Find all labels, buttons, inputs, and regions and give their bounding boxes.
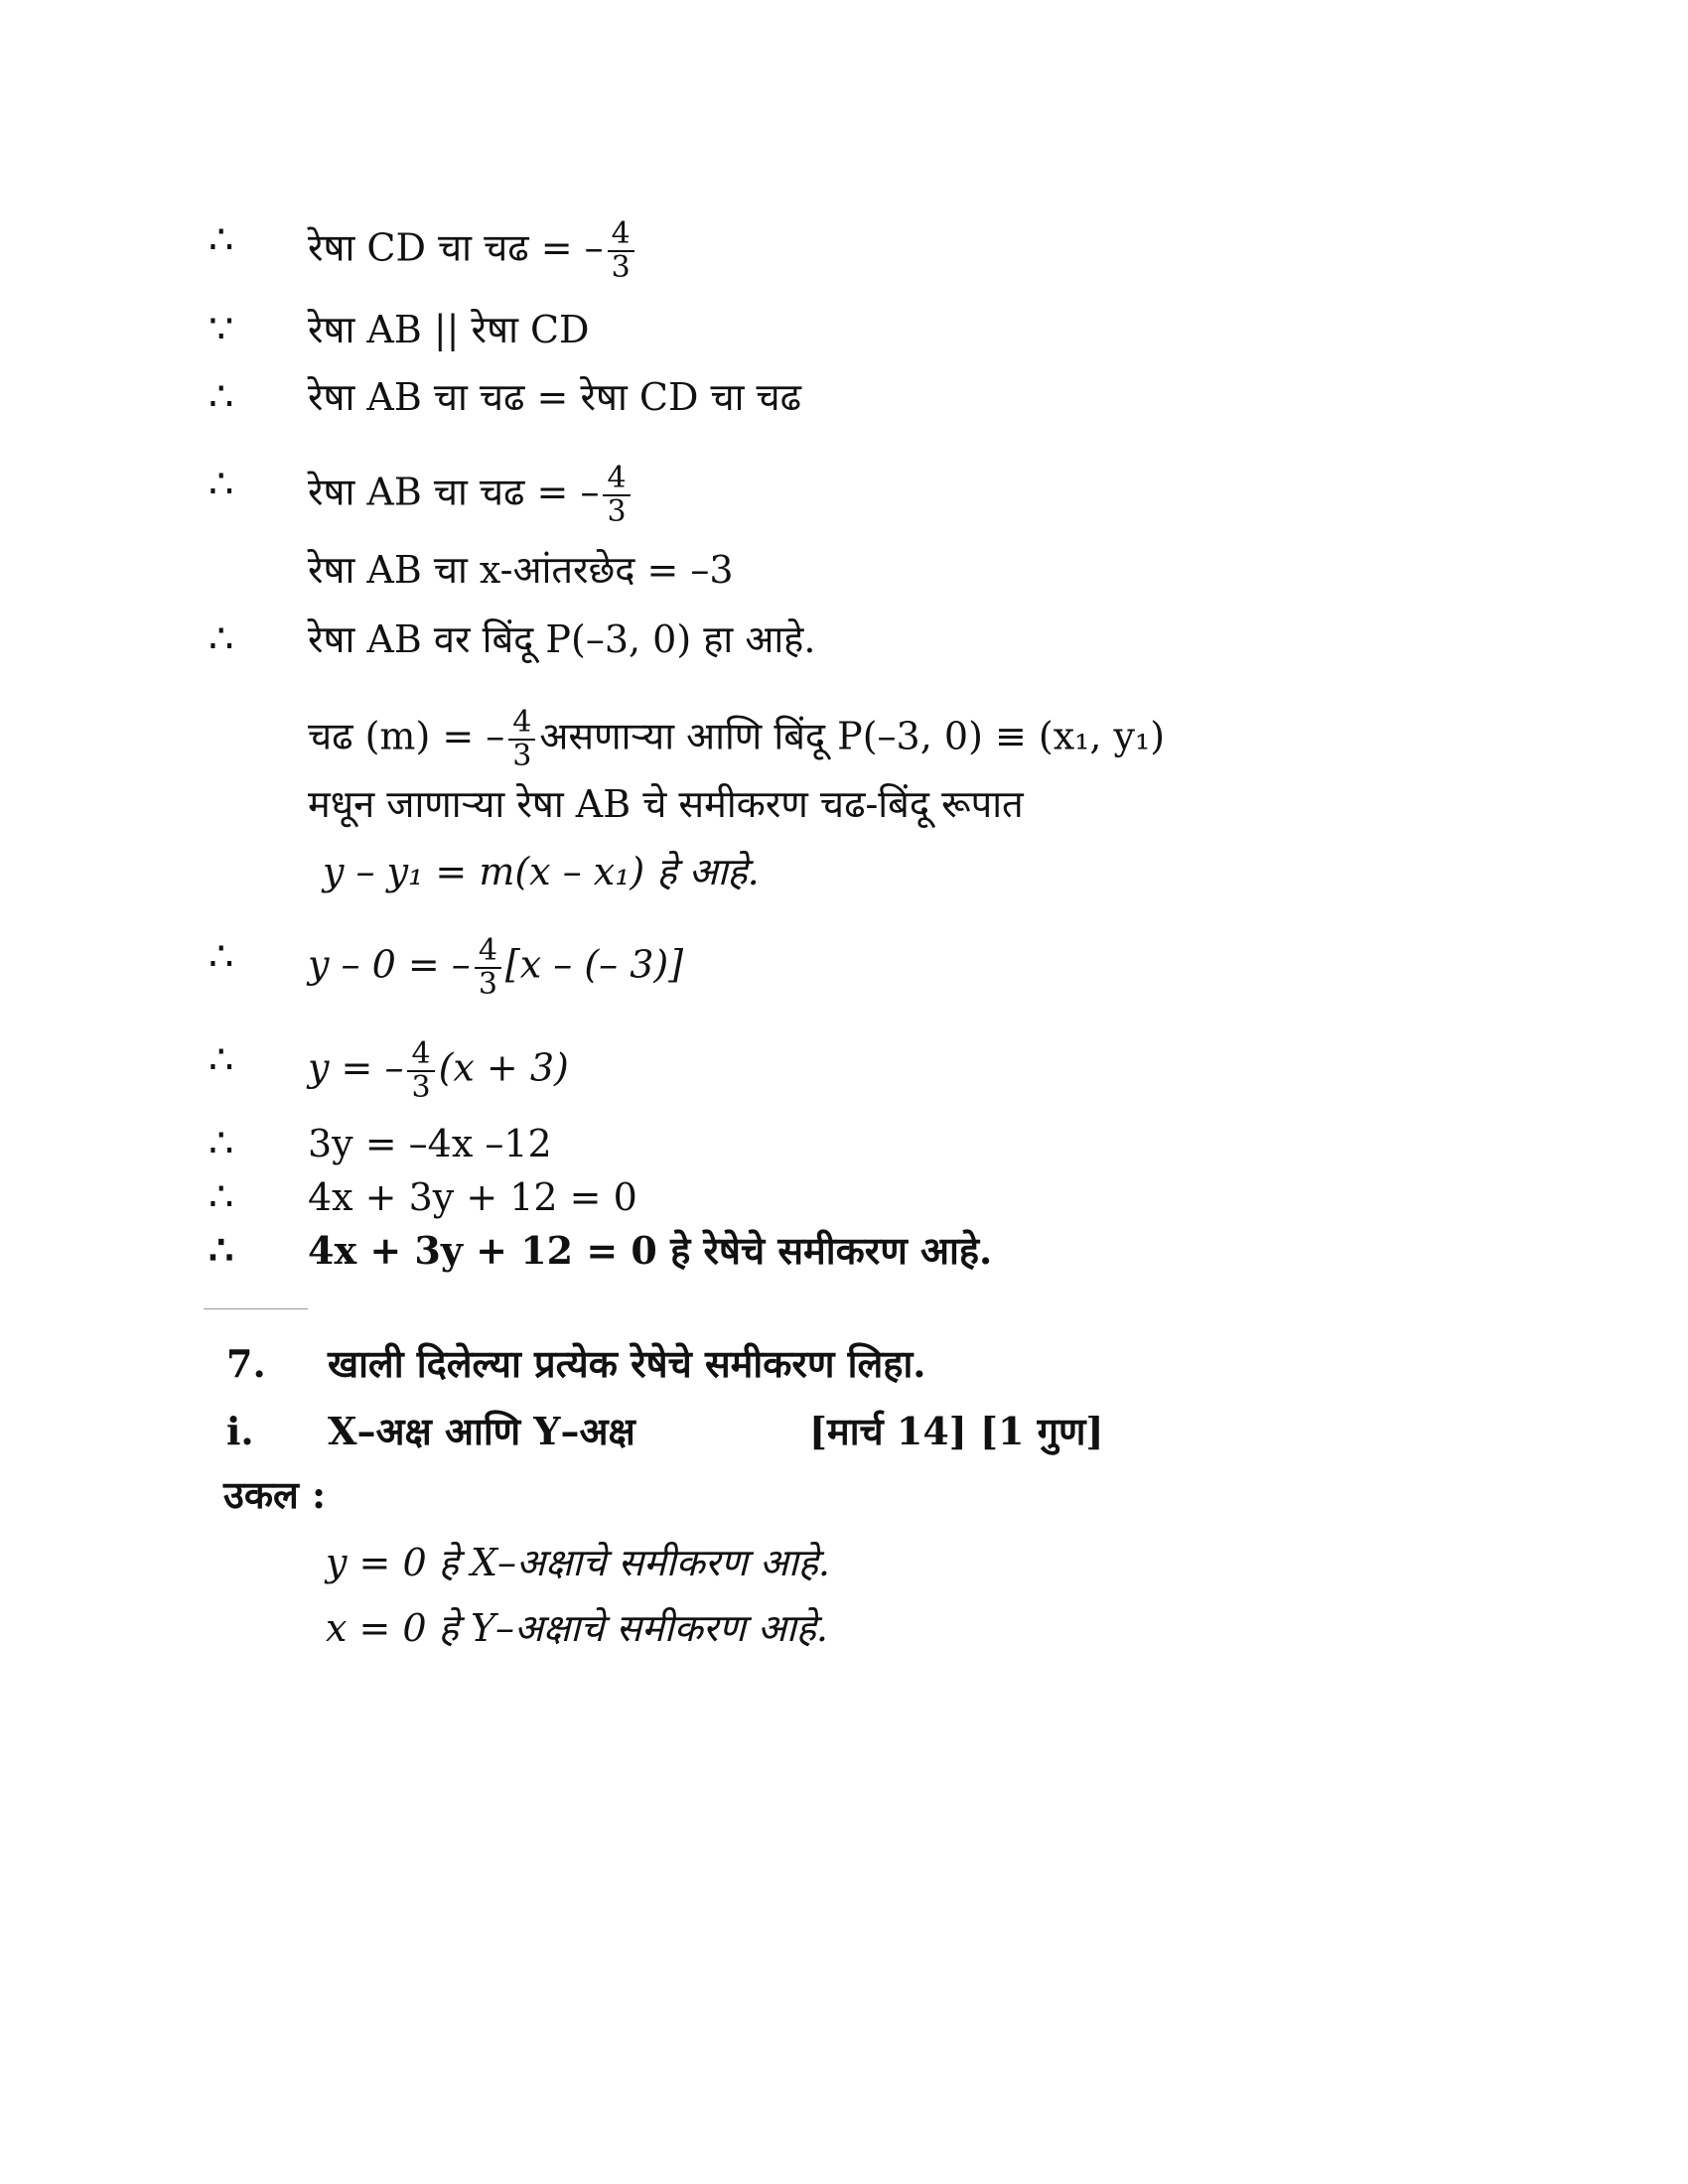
fraction-numerator: 4: [608, 218, 634, 252]
sub-question-text: X–अक्ष आणि Y–अक्ष: [328, 1409, 635, 1453]
fraction: [603, 463, 630, 528]
section-divider: [204, 1308, 308, 1309]
fraction-denominator: 3: [411, 1070, 431, 1105]
question-text: खाली दिलेल्या प्रत्येक रेषेचे समीकरण लिहा.: [328, 1341, 926, 1386]
because-symbol: ∵: [209, 307, 234, 352]
step-text-post: [x – (– 3)]: [504, 942, 684, 987]
question-number: 7.: [226, 1341, 266, 1386]
step-text: रेषा AB वर बिंदू P(–3, 0) हा आहे.: [308, 617, 816, 661]
therefore-symbol: ∴: [209, 217, 234, 263]
therefore-symbol: ∴: [209, 934, 234, 980]
therefore-symbol: ∴: [209, 1121, 234, 1166]
fraction: [407, 1038, 434, 1104]
fraction-numerator: 4: [475, 935, 501, 969]
solution-text: y = 0 हे X–अक्षाचे समीकरण आहे.: [326, 1541, 830, 1584]
therefore-symbol: ∴: [209, 462, 234, 507]
step-text: y – y₁ = m(x – x₁) हे आहे.: [323, 850, 760, 893]
therefore-symbol: ∴: [209, 1174, 234, 1220]
step-text: रेषा AB चा चढ = रेषा CD चा चढ: [308, 375, 802, 419]
step-text: 3y = –4x –12: [308, 1122, 552, 1165]
fraction: [475, 935, 501, 1001]
fraction-denominator: 3: [478, 967, 497, 1002]
step-text: चढ (m) = –: [308, 714, 505, 758]
solution-text: x = 0 हे Y–अक्षाचे समीकरण आहे.: [326, 1606, 828, 1650]
therefore-symbol: ∴: [209, 1037, 234, 1083]
fraction-denominator: 3: [512, 739, 532, 773]
fraction: [608, 218, 634, 284]
step-text: रेषा AB चा चढ = –: [308, 470, 600, 514]
therefore-symbol: ∴: [209, 616, 234, 662]
marks-badge: [मार्च 14] [1 गुण]: [809, 1409, 1104, 1453]
sub-question-number: i.: [226, 1409, 254, 1453]
fraction: [508, 707, 535, 772]
step-text-post: (x + 3): [438, 1045, 569, 1090]
step-text: मधून जाणाऱ्या रेषा AB चे समीकरण चढ-बिंदू रूपात: [308, 782, 1024, 826]
step-text: y – 0 = –: [308, 942, 471, 987]
therefore-symbol: ∴: [209, 374, 234, 420]
step-text: रेषा CD चा चढ = –: [308, 225, 604, 270]
step-text: y = –: [308, 1045, 404, 1090]
fraction-denominator: 3: [611, 250, 631, 285]
solution-label: उकल :: [223, 1472, 327, 1517]
conclusion-text: 4x + 3y + 12 = 0 हे रेषेचे समीकरण आहे.: [308, 1228, 993, 1273]
step-text: रेषा AB चा x-आंतरछेद = –3: [308, 548, 734, 592]
step-text: 4x + 3y + 12 = 0: [308, 1175, 637, 1219]
fraction-numerator: 4: [407, 1038, 434, 1072]
fraction-numerator: 4: [603, 463, 630, 496]
therefore-symbol: ∴: [209, 1227, 234, 1274]
fraction-denominator: 3: [607, 494, 627, 529]
step-text: रेषा AB || रेषा CD: [308, 308, 590, 351]
step-text-post: असणाऱ्या आणि बिंदू P(–3, 0) ≡ (x₁, y₁): [539, 714, 1166, 758]
fraction-numerator: 4: [508, 707, 535, 741]
